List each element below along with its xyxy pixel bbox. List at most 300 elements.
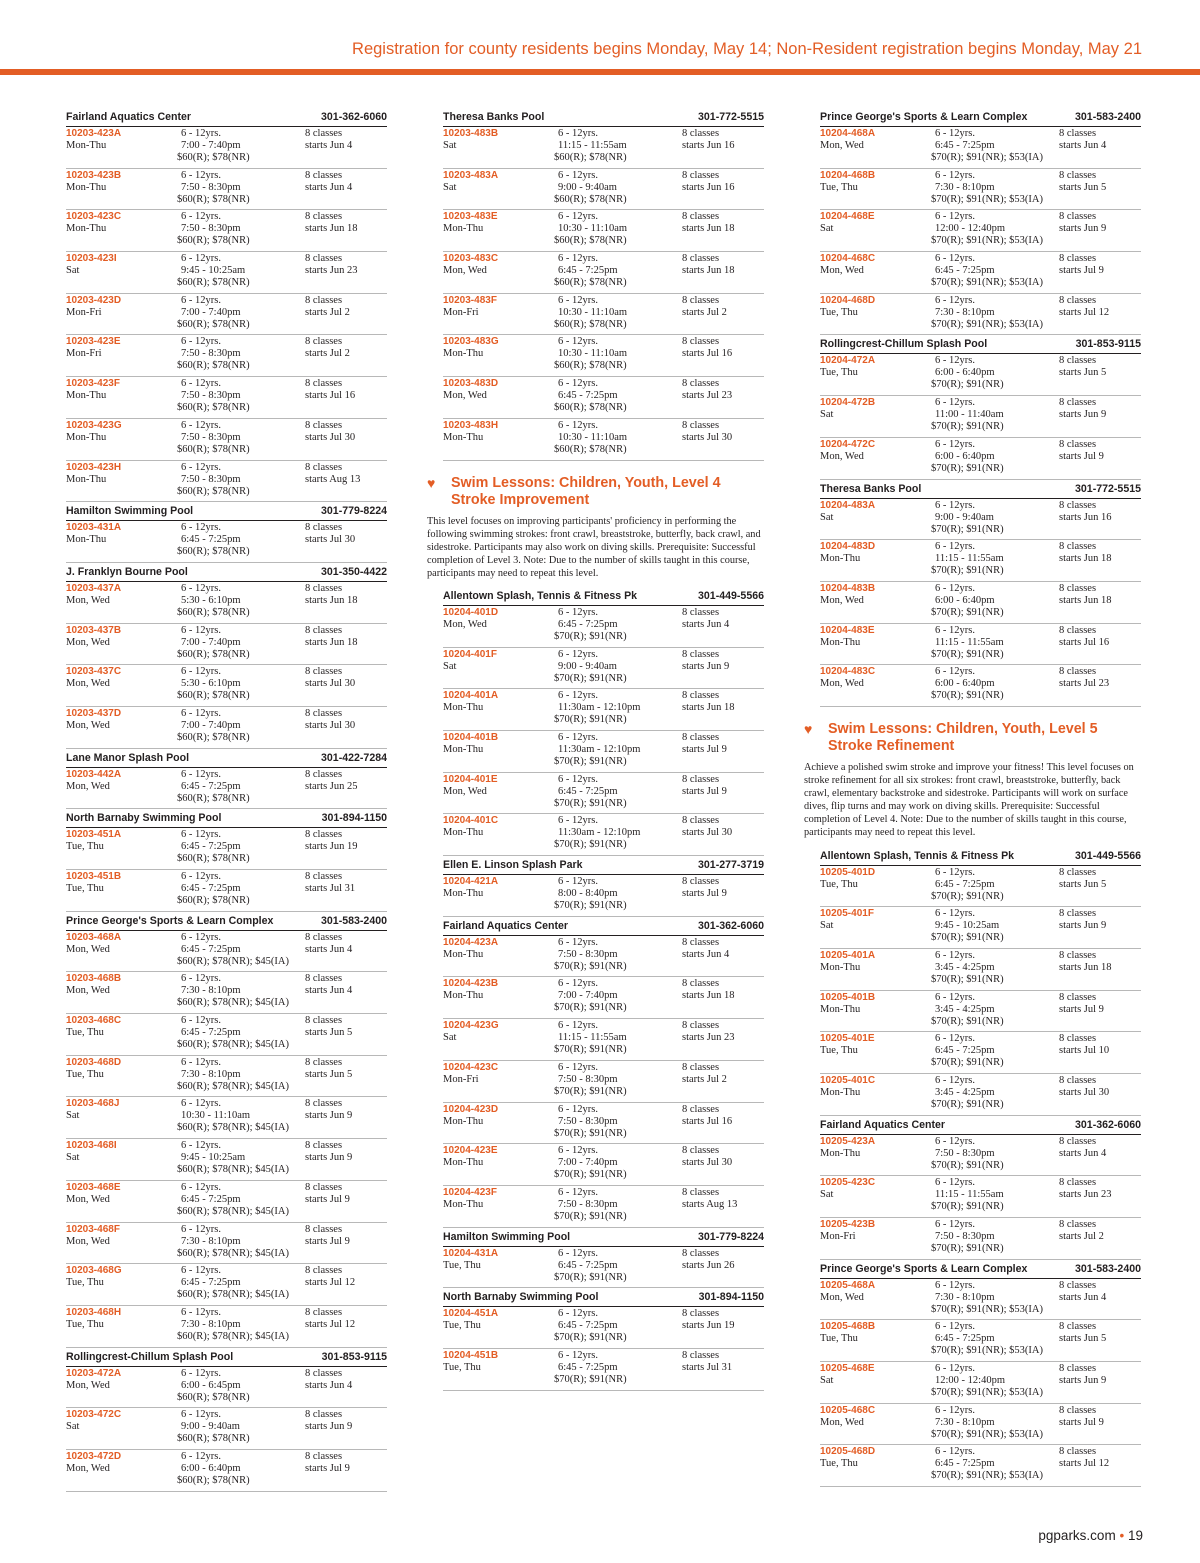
class-time: 6:45 - 7:25pm [558,785,618,797]
class-start-date: starts Jul 9 [1059,265,1104,277]
class-code[interactable]: 10204-401A [443,690,499,702]
class-count: 8 classes [1059,253,1097,265]
class-row [820,1135,1141,1177]
class-ages: 6 - 12yrs. [935,908,975,920]
class-code[interactable]: 10205-423A [820,1135,876,1147]
class-days: Mon-Thu [443,223,484,235]
class-ages: 6 - 12yrs. [181,1265,221,1277]
class-ages: 6 - 12yrs. [935,128,975,139]
class-code[interactable]: 10204-472B [820,397,876,409]
class-code[interactable]: 10203-472A [66,1367,122,1379]
class-code[interactable]: 10203-483D [443,378,499,390]
class-row [66,169,387,211]
class-code[interactable]: 10204-401D [443,606,499,618]
class-count: 8 classes [682,732,720,744]
class-code[interactable]: 10203-483B [443,128,499,139]
location-phone: 301-583-2400 [1075,1262,1141,1275]
class-code[interactable]: 10204-483C [820,666,876,678]
class-start-date: starts Jun 4 [1059,1291,1107,1303]
class-code[interactable]: 10204-451A [443,1308,499,1320]
class-code[interactable]: 10204-472C [820,438,876,450]
class-time: 6:45 - 7:25pm [181,534,241,546]
class-start-date: starts Jun 16 [1059,511,1112,523]
class-time: 7:50 - 8:30pm [181,431,241,443]
class-code[interactable]: 10203-483C [443,253,499,265]
class-code[interactable]: 10205-401F [820,908,874,920]
class-code[interactable]: 10204-468A [820,128,876,139]
class-row [820,210,1141,252]
class-ages: 6 - 12yrs. [935,866,975,878]
class-time: 7:50 - 8:30pm [181,223,241,235]
location-header [820,480,1141,499]
class-start-date: starts Jun 23 [305,265,358,277]
class-ages: 6 - 12yrs. [181,169,221,181]
location-phone: 301-583-2400 [1075,111,1141,123]
location-phone: 301-894-1150 [698,1291,764,1304]
class-code[interactable]: 10203-423B [66,169,122,181]
location-header [443,856,764,875]
class-code[interactable]: 10204-423B [443,978,499,990]
class-code[interactable]: 10203-423C [66,211,122,223]
class-code[interactable]: 10203-423D [66,294,122,306]
class-ages: 6 - 12yrs. [935,397,975,409]
class-code[interactable]: 10205-468B [820,1321,876,1333]
class-time: 6:45 - 7:25pm [935,1458,995,1470]
class-code[interactable]: 10205-468E [820,1363,875,1375]
class-start-date: starts Jun 4 [1059,140,1107,151]
class-code[interactable]: 10204-423C [443,1061,499,1073]
class-start-date: starts Jul 2 [305,348,350,360]
class-ages: 6 - 12yrs. [181,1098,221,1110]
class-fee: $70(R); $91(NR) [554,960,627,972]
class-days: Mon-Thu [443,1198,484,1210]
class-start-date: starts Aug 13 [305,473,361,485]
class-code[interactable]: 10203-468E [66,1181,121,1193]
class-fee: $60(R); $78(NR) [554,318,627,330]
class-code[interactable]: 10204-401B [443,732,499,744]
class-code[interactable]: 10205-468A [820,1279,876,1291]
class-ages: 6 - 12yrs. [935,294,975,306]
class-time: 11:30am - 12:10pm [558,744,641,756]
class-ages: 6 - 12yrs. [181,1181,221,1193]
class-code[interactable]: 10203-483G [443,336,499,348]
class-fee: $70(R); $91(NR) [931,648,1004,660]
class-code[interactable]: 10203-442A [66,768,122,780]
class-time: 6:45 - 7:25pm [181,780,241,792]
class-fee: $60(R); $78(NR) [177,318,250,330]
class-row [66,1139,387,1181]
class-ages: 6 - 12yrs. [181,461,221,473]
class-time: 7:00 - 7:40pm [558,1157,618,1169]
class-days: Sat [820,920,834,932]
class-time: 9:00 - 9:40am [935,511,994,523]
class-days: Sat [66,1110,80,1122]
class-fee: $70(R); $91(NR) [554,630,627,642]
class-code[interactable]: 10203-468J [66,1098,120,1110]
class-row [443,814,764,856]
class-ages: 6 - 12yrs. [558,1247,598,1259]
class-count: 8 classes [305,871,343,882]
class-row [66,828,387,870]
location-header [443,1228,764,1247]
class-count: 8 classes [305,1056,343,1068]
class-ages: 6 - 12yrs. [558,815,598,827]
class-row [820,582,1141,624]
class-code[interactable]: 10203-437C [66,666,122,678]
class-start-date: starts Jun 18 [1059,961,1112,973]
class-time: 6:45 - 7:25pm [558,265,618,277]
class-code[interactable]: 10205-401B [820,991,876,1003]
class-days: Mon-Thu [443,990,484,1002]
class-time: 6:45 - 7:25pm [935,878,995,890]
location-header [66,108,387,127]
page-number: 19 [1127,1528,1143,1543]
class-ages: 6 - 12yrs. [181,1306,221,1318]
class-count: 8 classes [1059,1404,1097,1416]
class-days: Tue, Thu [820,181,858,193]
class-row [820,624,1141,666]
class-count: 8 classes [305,1450,343,1462]
location-phone: 301-449-5566 [698,589,764,602]
class-time: 6:00 - 6:40pm [935,594,995,606]
class-row [66,1408,387,1450]
column-1 [66,108,387,1492]
class-count: 8 classes [682,128,720,139]
class-count: 8 classes [305,294,343,306]
class-code[interactable]: 10204-468D [820,294,876,306]
class-count: 8 classes [305,253,343,265]
class-code[interactable]: 10204-483B [820,582,876,594]
class-code[interactable]: 10203-437D [66,707,122,719]
class-code[interactable]: 10205-468D [820,1446,876,1458]
class-days: Tue, Thu [820,1458,858,1470]
class-code[interactable]: 10203-483E [443,211,498,223]
class-code[interactable]: 10203-468B [66,973,122,985]
class-code[interactable]: 10204-423G [443,1020,499,1032]
class-code[interactable]: 10204-401C [443,815,499,827]
class-code[interactable]: 10203-423I [66,253,117,265]
class-count: 8 classes [1059,355,1097,367]
class-count: 8 classes [305,128,343,139]
class-fee: $60(R); $78(NR) [177,402,250,414]
class-fee: $70(R); $91(NR) [554,672,627,684]
class-days: Sat [66,265,80,277]
class-count: 8 classes [682,1020,720,1032]
class-row [820,396,1141,438]
class-code[interactable]: 10203-431A [66,522,122,534]
class-code[interactable]: 10203-468I [66,1140,117,1152]
class-start-date: starts Jul 16 [1059,636,1110,648]
class-code[interactable]: 10204-431A [443,1247,499,1259]
class-code[interactable]: 10203-472C [66,1409,122,1421]
location-name: Fairland Aquatics Center [820,1118,945,1131]
location-name: Hamilton Swimming Pool [443,1230,571,1243]
class-code[interactable]: 10203-483F [443,294,497,306]
class-count: 8 classes [1059,397,1097,409]
class-days: Sat [443,660,457,672]
class-ages: 6 - 12yrs. [558,773,598,785]
class-start-date: starts Jul 9 [305,1235,350,1247]
class-fee: $70(R); $91(NR) [931,890,1004,902]
class-code[interactable]: 10204-423A [443,936,499,948]
class-code[interactable]: 10204-423D [443,1103,499,1115]
class-code[interactable]: 10203-423A [66,128,122,139]
class-row [443,1144,764,1186]
class-code[interactable]: 10204-483D [820,541,876,553]
class-row [66,335,387,377]
class-start-date: starts Jun 9 [1059,409,1107,421]
class-code[interactable]: 10204-423F [443,1186,497,1198]
class-start-date: starts Jul 9 [1059,450,1104,462]
class-fee: $70(R); $91(NR); $53(IA) [931,1303,1043,1315]
class-count: 8 classes [1059,991,1097,1003]
class-ages: 6 - 12yrs. [181,1056,221,1068]
class-code[interactable]: 10203-483H [443,419,499,431]
class-code[interactable]: 10205-401E [820,1033,875,1045]
class-code[interactable]: 10204-468C [820,253,876,265]
class-fee: $70(R); $91(NR) [931,379,1004,391]
class-code[interactable]: 10205-401C [820,1074,876,1086]
class-time: 6:45 - 7:25pm [935,140,995,151]
location-name: Allentown Splash, Tennis & Fitness Pk [443,589,638,602]
class-start-date: starts Jun 18 [682,990,735,1002]
class-start-date: starts Jul 30 [682,827,733,839]
class-days: Sat [443,1032,457,1044]
class-fee: $60(R); $78(NR); $45(IA) [177,955,289,967]
class-fee: $70(R); $91(NR) [554,1169,627,1181]
class-fee: $70(R); $91(NR); $53(IA) [931,1387,1043,1399]
class-code[interactable]: 10204-468E [820,211,875,223]
class-fee: $60(R); $78(NR) [554,235,627,247]
location-phone: 301-277-3719 [698,859,764,872]
class-count: 8 classes [305,973,343,985]
class-ages: 6 - 12yrs. [558,253,598,265]
class-start-date: starts Jul 9 [1059,1416,1104,1428]
class-code[interactable]: 10203-451B [66,871,122,882]
class-start-date: starts Jul 30 [305,678,356,690]
class-count: 8 classes [682,1145,720,1157]
class-code[interactable]: 10203-468H [66,1306,122,1318]
class-fee: $60(R); $78(NR) [177,443,250,455]
class-ages: 6 - 12yrs. [181,931,221,943]
class-code[interactable]: 10205-468C [820,1404,876,1416]
class-fee: $70(R); $91(NR); $53(IA) [931,277,1043,289]
class-row [443,1103,764,1145]
class-row [820,1032,1141,1074]
class-code[interactable]: 10204-401F [443,648,497,660]
class-ages: 6 - 12yrs. [181,419,221,431]
class-code[interactable]: 10205-401D [820,866,876,878]
class-row [820,991,1141,1033]
location-name: Allentown Splash, Tennis & Fitness Pk [820,849,1015,862]
class-code[interactable]: 10204-472A [820,355,876,367]
class-code[interactable]: 10203-468G [66,1265,122,1277]
class-time: 3:45 - 4:25pm [935,1086,995,1098]
class-fee: $60(R); $78(NR) [177,193,250,205]
class-code[interactable]: 10203-468F [66,1223,120,1235]
class-code[interactable]: 10205-401A [820,949,876,961]
footer-site[interactable]: pgparks.com [1038,1528,1116,1543]
class-code[interactable]: 10205-423B [820,1219,876,1230]
class-code[interactable]: 10203-423F [66,378,120,390]
class-row [820,665,1141,707]
class-days: Mon-Fri [66,306,102,318]
class-time: 7:30 - 8:10pm [181,985,241,997]
location-header [66,809,387,828]
class-ages: 6 - 12yrs. [558,1020,598,1032]
class-row [66,1181,387,1223]
class-fee: $60(R); $78(NR) [554,277,627,289]
class-days: Mon, Wed [66,1193,110,1205]
class-start-date: starts Jul 16 [305,390,356,402]
class-row [66,707,387,749]
class-days: Mon-Thu [443,744,484,756]
class-start-date: starts Jun 4 [305,985,353,997]
class-start-date: starts Jul 16 [682,348,733,360]
class-row [66,1056,387,1098]
class-time: 7:50 - 8:30pm [558,1198,618,1210]
class-fee: $60(R); $78(NR) [177,546,250,558]
class-days: Sat [820,409,834,421]
class-days: Mon-Thu [66,431,107,443]
class-ages: 6 - 12yrs. [558,1349,598,1361]
location-header [820,335,1141,354]
class-code[interactable]: 10204-483A [820,499,876,511]
class-code[interactable]: 10203-472D [66,1450,122,1462]
class-start-date: starts Jun 5 [1059,367,1107,379]
class-start-date: starts Jun 4 [1059,1147,1107,1159]
class-code[interactable]: 10205-423C [820,1177,876,1189]
class-start-date: starts Jun 19 [682,1320,735,1332]
class-code[interactable]: 10204-401E [443,773,498,785]
class-fee: $60(R); $78(NR) [177,606,250,618]
class-start-date: starts Jun 9 [305,1421,353,1433]
class-days: Mon, Wed [66,678,110,690]
section-description: Achieve a polished swim stroke and improve your fitness! This level focuses on stroke refinement for all six strokes: front crawl, breaststroke, butterfly, back crawl, elementary backstroke and sidestroke. Participants will work on surface dives, flip turns and may work on diving skills. Prerequisite: Successful completion of Level 4. Note: Due to the number of skills taught in this course, participants may need to repeat this level. [804,761,1134,839]
class-time: 12:00 - 12:40pm [935,1375,1005,1387]
class-time: 6:45 - 7:25pm [558,1361,618,1373]
class-time: 7:00 - 7:40pm [558,990,618,1002]
class-time: 11:15 - 11:55am [935,553,1004,565]
class-row [66,624,387,666]
class-days: Tue, Thu [66,1277,104,1289]
class-days: Mon-Thu [820,1086,861,1098]
class-time: 11:15 - 11:55am [935,1189,1004,1201]
class-days: Mon-Fri [443,1073,479,1085]
class-row [66,582,387,624]
class-count: 8 classes [305,624,343,636]
class-code[interactable]: 10203-423H [66,461,122,473]
class-ages: 6 - 12yrs. [181,378,221,390]
class-ages: 6 - 12yrs. [935,253,975,265]
class-code[interactable]: 10204-423E [443,1145,498,1157]
class-days: Tue, Thu [820,367,858,379]
class-time: 9:45 - 10:25am [181,1152,246,1164]
class-row [66,665,387,707]
class-fee: $70(R); $91(NR) [931,1201,1004,1213]
class-row [443,648,764,690]
class-code[interactable]: 10204-451B [443,1349,499,1361]
location-phone: 301-894-1150 [321,812,387,825]
class-fee: $60(R); $78(NR) [177,1474,250,1486]
class-fee: $60(R); $78(NR); $45(IA) [177,1289,289,1301]
location-name: Prince George's Sports & Learn Complex [66,914,274,927]
class-ages: 6 - 12yrs. [935,1321,975,1333]
class-days: Tue, Thu [66,1318,104,1330]
class-start-date: starts Jun 23 [1059,1189,1112,1201]
class-code[interactable]: 10204-483E [820,624,875,636]
class-code[interactable]: 10203-423G [66,419,122,431]
class-fee: $60(R); $78(NR) [177,731,250,743]
class-start-date: starts Jun 18 [682,265,735,277]
class-row [66,294,387,336]
class-code[interactable]: 10203-468D [66,1056,122,1068]
class-days: Mon-Fri [443,306,479,318]
class-code[interactable]: 10203-483A [443,169,499,181]
class-days: Tue, Thu [66,1027,104,1039]
class-time: 5:30 - 6:10pm [181,678,241,690]
class-code[interactable]: 10204-421A [443,876,499,888]
class-start-date: starts Jun 9 [305,1152,353,1164]
class-row [66,1223,387,1265]
class-time: 6:45 - 7:25pm [558,390,618,402]
class-count: 8 classes [1059,169,1097,181]
class-time: 7:30 - 8:10pm [935,1291,995,1303]
class-start-date: starts Jun 4 [682,618,730,630]
class-row [820,1218,1141,1260]
class-start-date: starts Jul 2 [305,306,350,318]
class-time: 7:00 - 7:40pm [181,719,241,731]
class-code[interactable]: 10204-468B [820,169,876,181]
class-fee: $70(R); $91(NR) [931,523,1004,535]
class-start-date: starts Jul 23 [682,390,733,402]
class-code[interactable]: 10203-468C [66,1015,122,1027]
class-start-date: starts Jul 16 [682,1115,733,1127]
class-code[interactable]: 10203-423E [66,336,121,348]
class-count: 8 classes [305,522,343,534]
class-fee: $60(R); $78(NR) [177,853,250,865]
class-ages: 6 - 12yrs. [935,1363,975,1375]
class-row [820,252,1141,294]
class-code[interactable]: 10203-451A [66,829,122,841]
location-header [820,108,1141,127]
class-ages: 6 - 12yrs. [935,991,975,1003]
class-time: 3:45 - 4:25pm [935,1003,995,1015]
class-count: 8 classes [1059,211,1097,223]
class-ages: 6 - 12yrs. [558,732,598,744]
class-time: 6:45 - 7:25pm [181,1193,241,1205]
class-start-date: starts Jul 12 [1059,306,1110,318]
class-days: Mon, Wed [443,618,487,630]
class-days: Mon-Fri [66,348,102,360]
class-days: Mon-Thu [66,534,107,546]
class-days: Mon-Thu [66,140,107,151]
class-fee: $60(R); $78(NR); $45(IA) [177,1247,289,1259]
class-time: 7:00 - 7:40pm [181,306,241,318]
section-description: This level focuses on improving participants' proficiency in performing the following swimming strokes: front crawl, breaststroke, butterfly, back crawl, and sidestroke. Participants may also work on diving skills. Prerequisite: Successful completion of Level 3. Note: Due to the number of skills taught in this course, participants may need to repeat this level. [427,515,761,579]
location-name: J. Franklyn Bourne Pool [66,565,188,578]
class-start-date: starts Jun 18 [305,636,358,648]
class-row [66,210,387,252]
class-code[interactable]: 10203-437A [66,582,122,594]
class-time: 6:45 - 7:25pm [181,1027,241,1039]
class-code[interactable]: 10203-468A [66,931,122,943]
class-row [443,936,764,978]
location-name: Rollingcrest-Chillum Splash Pool [66,1350,234,1363]
class-time: 7:30 - 8:10pm [935,306,995,318]
class-code[interactable]: 10203-437B [66,624,122,636]
class-fee: $70(R); $91(NR) [554,1332,627,1344]
